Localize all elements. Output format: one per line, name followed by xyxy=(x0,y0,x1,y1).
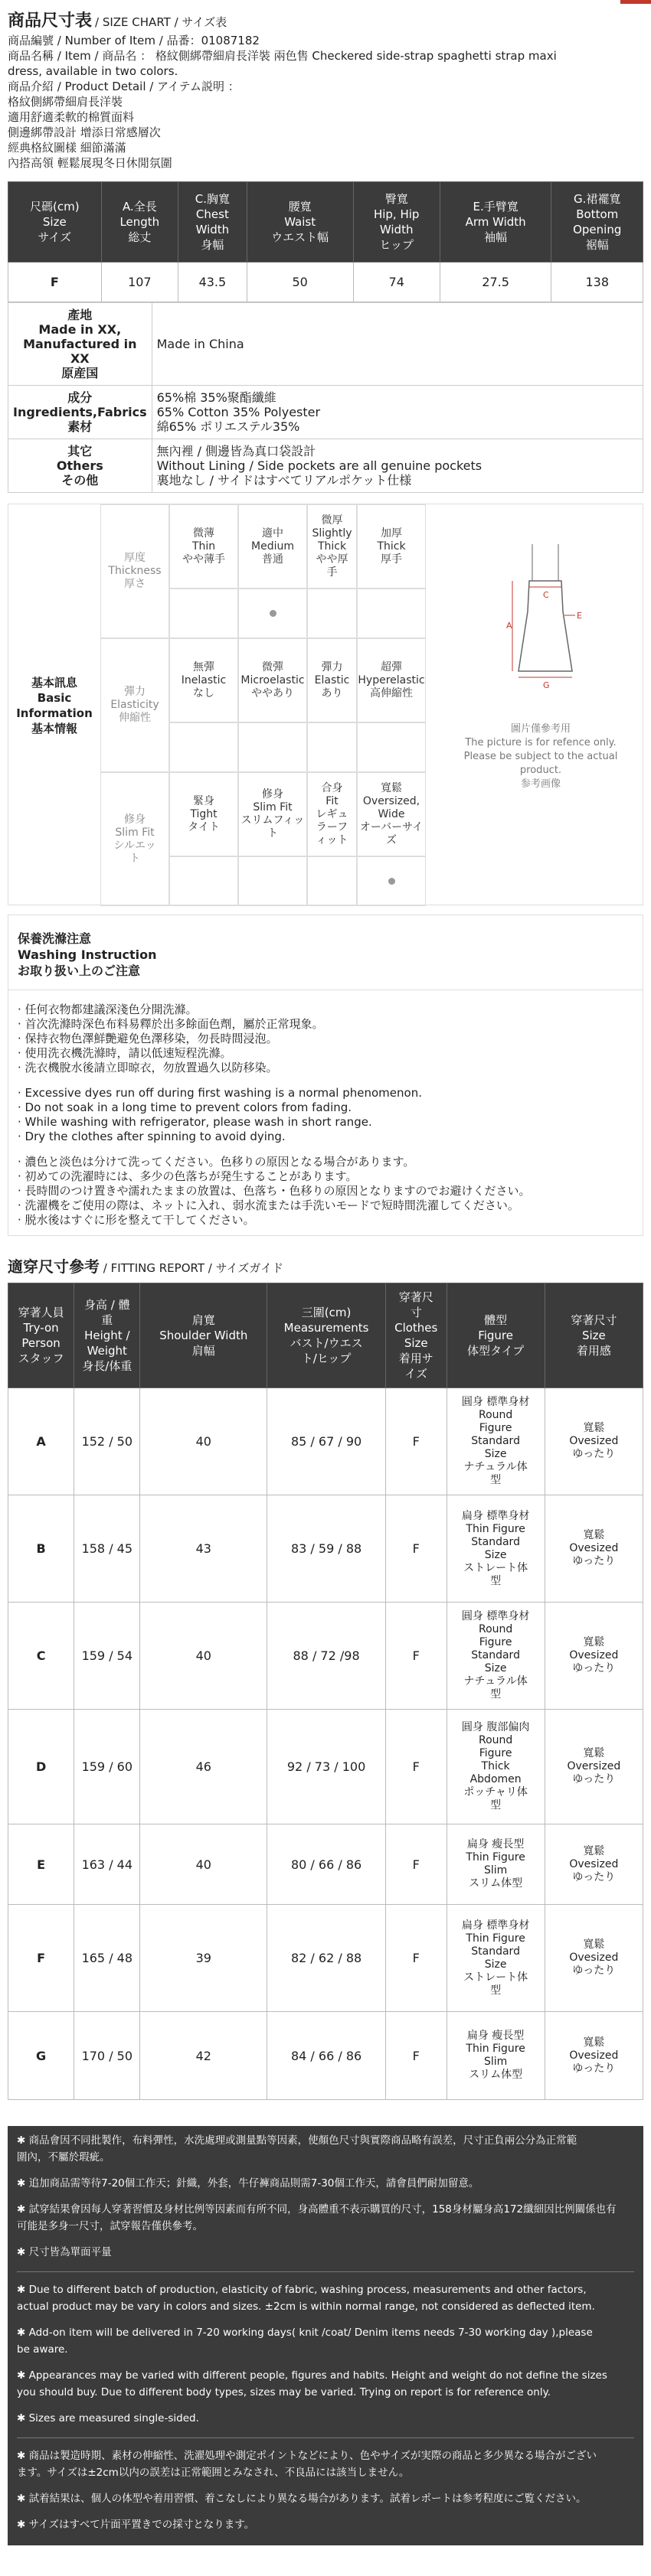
fitting-person: F xyxy=(8,1905,74,2012)
fitting-title-main: 適穿尺寸參考 xyxy=(8,1257,100,1276)
basic-info-block xyxy=(8,504,643,905)
notes-gap xyxy=(17,2507,634,2516)
product-info xyxy=(0,31,651,171)
size-cell: 138 xyxy=(551,262,643,302)
info-line: 適用舒適柔軟的棉質面料 xyxy=(8,110,135,124)
note-line-zh: 可能是多身一尺寸，試穿報告僅供參考。 xyxy=(17,2220,203,2232)
fitting-figure: 扁身 瘦長型 Thin Figure Slim スリム体型 xyxy=(447,1824,545,1905)
fitting-size: F xyxy=(385,1905,447,2012)
basic-info-dot-cell xyxy=(238,856,307,906)
basic-info-option: 微彈 Microelastic ややあり xyxy=(238,638,307,722)
info-line: 經典格紋圖樣 細節滿滿 xyxy=(8,141,126,155)
fitting-header: 肩寬 Shoulder Width 肩幅 xyxy=(140,1283,267,1388)
fitting-shoulder: 39 xyxy=(140,1905,267,2012)
size-header: A.全長 Length 総丈 xyxy=(101,182,178,262)
note-line-zh: ✱ 尺寸皆為單面平量 xyxy=(17,2246,112,2258)
fitting-size: F xyxy=(385,2012,447,2100)
basic-info-label xyxy=(8,504,100,906)
note-line-en: you should buy. Due to different body types, sizes may be varied. Trying on report is for reference only. xyxy=(17,2386,551,2398)
note-line-zh: ✱ 商品會因不同批製作，布料彈性，水洗處理或測量點等因素，使顏色尺寸與實際商品略有誤差，尺寸正負兩公分為正常範 xyxy=(17,2134,577,2147)
fitting-shoulder: 40 xyxy=(140,1603,267,1710)
fitting-figure: 圓身 腹部偏肉 Round Figure Thick Abdomen ポッチャリ体 型 xyxy=(447,1710,545,1824)
notes-gap xyxy=(17,2235,634,2244)
note-line-ja: ます。サイズは±2cm以内の誤差は正常範囲とみなされ、不良品には該当しません。 xyxy=(17,2467,410,2479)
size-table xyxy=(8,181,643,302)
fitting-figure: 扁身 標準身材 Thin Figure Standard Size ストレート体 型 xyxy=(447,1905,545,2012)
notes-gap xyxy=(17,2166,634,2175)
basic-info-option: 微薄 Thin やや薄手 xyxy=(169,504,238,589)
fitting-shoulder: 40 xyxy=(140,1824,267,1905)
basic-info-dot-cell xyxy=(357,589,426,638)
basic-info-dot-cell xyxy=(307,856,357,906)
fitting-fit: 寬鬆 Ovesized ゆったり xyxy=(545,1495,643,1603)
info-line: 商品介紹 / Product Detail / アイテム説明 ： xyxy=(8,80,240,93)
basic-info-option: 彈力 Elastic あり xyxy=(307,638,357,722)
note-line-en: ✱ Due to different batch of production, elasticity of fabric, washing process, measurements and other factors, xyxy=(17,2284,587,2296)
size-header: E.手臂寬 Arm Width 袖幅 xyxy=(440,182,551,262)
fitting-figure: 圓身 標準身材 Round Figure Standard Size ナチュラル体 型 xyxy=(447,1603,545,1710)
basic-info-dot-cell xyxy=(307,722,357,772)
basic-info-row-label: 彈力 Elasticity 伸縮性 xyxy=(100,638,169,772)
page-subtitle: / SIZE CHART / サイズ表 xyxy=(95,15,227,29)
fitting-person: E xyxy=(8,1824,74,1905)
info-line: 側邊綁帶設計 增添日常感層次 xyxy=(8,126,161,139)
figure-letter-g: G xyxy=(543,680,550,690)
basic-info-dot-cell xyxy=(238,589,307,638)
fitting-figure: 扁身 標準身材 Thin Figure Standard Size ストレート体 型 xyxy=(447,1495,545,1603)
fitting-row xyxy=(8,1824,643,1905)
fitting-size: F xyxy=(385,1824,447,1905)
size-cell: 74 xyxy=(353,262,440,302)
fitting-row xyxy=(8,1388,643,1495)
fitting-fit: 寬鬆 Oversized ゆったり xyxy=(545,1710,643,1824)
fitting-height-weight: 152 / 50 xyxy=(74,1388,140,1495)
fitting-figure: 扁身 瘦長型 Thin Figure Slim スリム体型 xyxy=(447,2012,545,2100)
basic-info-option: 適中 Medium 普通 xyxy=(238,504,307,589)
fitting-row xyxy=(8,1603,643,1710)
fitting-person: G xyxy=(8,2012,74,2100)
note-line-en: actual product may be vary in colors and sizes. ±2cm is within normal range, not considered as deflected item. xyxy=(17,2300,595,2313)
washing-line: · 洗衣機脫水後請立即晾衣，勿放置過久以防移染。 xyxy=(18,1061,278,1074)
basic-info-dot-cell xyxy=(357,722,426,772)
washing-line: · 保持衣物色澤鮮艷避免色澤移染，勿長時間浸泡。 xyxy=(18,1032,278,1045)
fitting-person: B xyxy=(8,1495,74,1603)
basic-info-option: 無彈 Inelastic なし xyxy=(169,638,238,722)
fitting-header: 穿著尺 寸 Clothes Size 着用サ イズ xyxy=(385,1283,447,1388)
washing-line: · 首次洗滌時深色布料易釋於出多餘面色劑，屬於正常現象。 xyxy=(18,1017,324,1031)
size-header: 腰寬 Waist ウエスト幅 xyxy=(247,182,353,262)
fitting-size: F xyxy=(385,1710,447,1824)
figure-letter-a: A xyxy=(506,621,512,631)
fitting-measurements: 88 / 72 /98 xyxy=(267,1603,386,1710)
basic-info-row-label: 修身 Slim Fit シルエッ ト xyxy=(100,772,169,906)
selected-dot-icon xyxy=(388,878,395,885)
note-line-ja: ✱ 商品は製造時期、素材の伸縮性、洗濯処理や測定ポイントなどにより、色やサイズが実際の商品と多少異なる場合がござい xyxy=(17,2450,597,2462)
fitting-shoulder: 40 xyxy=(140,1388,267,1495)
fitting-height-weight: 163 / 44 xyxy=(74,1824,140,1905)
figure-letter-c: C xyxy=(543,590,549,600)
size-cell: 27.5 xyxy=(440,262,551,302)
fitting-size: F xyxy=(385,1388,447,1495)
fitting-measurements: 83 / 59 / 88 xyxy=(267,1495,386,1603)
note-line-en: ✱ Sizes are measured single-sided. xyxy=(17,2412,199,2424)
size-header: 尺碼(cm) Size サイズ xyxy=(8,182,102,262)
fitting-row xyxy=(8,1905,643,2012)
fitting-measurements: 85 / 67 / 90 xyxy=(267,1388,386,1495)
figure-letter-e: E xyxy=(577,611,582,621)
fitting-header: 身高 / 體 重 Height / Weight 身長/体重 xyxy=(74,1283,140,1388)
basic-info-dot-cell xyxy=(169,722,238,772)
attribute-label: 成分 Ingredients,Fabrics 素材 xyxy=(8,386,152,439)
size-cell: 43.5 xyxy=(178,262,247,302)
note-line-ja: ✱ サイズはすべて片面平置きでの採寸となります。 xyxy=(17,2519,255,2531)
washing-line: · 洗濯機をご使用の際は、ネットに入れ、弱水流または手洗いモードで短時間洗濯してください。 xyxy=(18,1198,519,1212)
washing-gap xyxy=(18,1144,633,1155)
fitting-shoulder: 42 xyxy=(140,2012,267,2100)
attribute-label: 產地 Made in XX, Manufactured in XX 原産国 xyxy=(8,303,152,386)
notes-gap xyxy=(17,2315,634,2324)
basic-info-row-label: 厚度 Thickness 厚さ xyxy=(100,504,169,638)
fitting-header: 穿著人員 Try-on Person スタッフ xyxy=(8,1283,74,1388)
figure-panel xyxy=(437,504,644,906)
basic-info-dot-cell xyxy=(169,589,238,638)
attribute-label: 其它 Others その他 xyxy=(8,439,152,493)
basic-info-option: 合身 Fit レギュ ラーフ ィット xyxy=(307,772,357,856)
note-line-zh: ✱ 追加商品需等待7-20個工作天；針織，外套，牛仔褲商品則需7-30個工作天，請會員們耐加留意。 xyxy=(17,2177,479,2190)
corner-tag xyxy=(620,0,651,4)
selected-dot-icon xyxy=(270,610,276,617)
fitting-measurements: 82 / 62 / 88 xyxy=(267,1905,386,2012)
fitting-title xyxy=(0,1236,651,1283)
washing-line: · 長時間のつけ置きや濡れたままの放置は、色落ち・色移りの原因となりますのでお避けください。 xyxy=(18,1184,531,1198)
fitting-measurements: 80 / 66 / 86 xyxy=(267,1824,386,1905)
fitting-height-weight: 170 / 50 xyxy=(74,2012,140,2100)
attribute-value: 無內裡 / 側邊皆為真口袋設計 Without Lining / Side pockets are all genuine pockets 裏地なし / サイドはすべてリアルポケット仕様 xyxy=(152,439,643,493)
note-line-ja: ✱ 試着結果は、個人の体型や着用習慣、着こなしにより異なる場合があります。試着レポートは参考程度にご覧ください。 xyxy=(17,2493,587,2505)
notes-gap xyxy=(17,2192,634,2201)
notes-gap xyxy=(17,2358,634,2367)
fitting-row xyxy=(8,1710,643,1824)
notes-divider xyxy=(17,2437,634,2438)
washing-title-text: 保養洗滌注意 Washing Instruction お取り扱い上のご注意 xyxy=(18,931,157,978)
figure-note-text: 圖片僅參考用 The picture is for refence only. Please be subject to the actual product. 参考画像 xyxy=(463,723,618,790)
basic-info-option: 寬鬆 Oversized, Wide オーバーサイ ズ xyxy=(357,772,426,856)
fitting-header: 穿著尺寸 Size 着用感 xyxy=(545,1283,643,1388)
note-line-en: be aware. xyxy=(17,2343,68,2356)
attribute-value: Made in China xyxy=(152,303,643,386)
fitting-person: D xyxy=(8,1710,74,1824)
fitting-row xyxy=(8,2012,643,2100)
notes-gap xyxy=(17,2481,634,2490)
fitting-height-weight: 159 / 54 xyxy=(74,1603,140,1710)
attribute-value: 65%棉 35%聚酯纖維 65% Cotton 35% Polyester 綿65% ポリエステル35% xyxy=(152,386,643,439)
notes-divider xyxy=(17,2271,634,2272)
info-line: 商品名稱 / Item / 商品名 ： 格紋側綁帶細肩長洋裝 兩色售 Checkered side-strap spaghetti strap maxi xyxy=(8,49,557,63)
note-line-zh: 圍內，不屬於瑕疵。 xyxy=(17,2151,110,2164)
basic-info-dot-cell xyxy=(169,856,238,906)
washing-line: · Excessive dyes run off during first washing is a normal phenomenon. xyxy=(18,1086,422,1100)
basic-info-dot-cell xyxy=(238,722,307,772)
fitting-size: F xyxy=(385,1603,447,1710)
fitting-table xyxy=(8,1283,643,2100)
fitting-fit: 寬鬆 Ovesized ゆったり xyxy=(545,2012,643,2100)
fitting-height-weight: 165 / 48 xyxy=(74,1905,140,2012)
fitting-measurements: 92 / 73 / 100 xyxy=(267,1710,386,1824)
attribute-row xyxy=(8,386,643,439)
fitting-person: C xyxy=(8,1603,74,1710)
fitting-fit: 寬鬆 Ovesized ゆったり xyxy=(545,1824,643,1905)
attribute-row xyxy=(8,303,643,386)
info-line: 商品編號 / Number of Item / 品番：01087182 xyxy=(8,34,260,47)
basic-info-option: 修身 Slim Fit スリムフィット xyxy=(238,772,307,856)
dress-diagram-icon xyxy=(437,504,644,703)
info-line: 格紋側綁帶細肩長洋裝 xyxy=(8,95,123,109)
fitting-person: A xyxy=(8,1388,74,1495)
notes-section xyxy=(8,2126,643,2545)
figure-note xyxy=(445,722,636,791)
basic-info-option: 緊身 Tight タイト xyxy=(169,772,238,856)
fitting-title-sub: / FITTING REPORT / サイズガイド xyxy=(103,1261,283,1275)
info-line: 內搭高領 輕鬆展現冬日休閒氛圍 xyxy=(8,156,172,170)
note-line-zh: ✱ 試穿結果會因每人穿著習慣及身材比例等因素而有所不同，身高體重不表示購買的尺寸，158身材屬身高172纖細因比例關係也有 xyxy=(17,2203,617,2216)
fitting-header: 三圍(cm) Measurements バスト/ウエス ト/ヒップ xyxy=(267,1283,386,1388)
fitting-fit: 寬鬆 Ovesized ゆったり xyxy=(545,1603,643,1710)
fitting-fit: 寬鬆 Ovesized ゆったり xyxy=(545,1388,643,1495)
size-chart-header xyxy=(0,0,651,31)
fitting-height-weight: 158 / 45 xyxy=(74,1495,140,1603)
washing-gap xyxy=(18,1075,633,1086)
note-line-en: ✱ Appearances may be varied with different people, figures and habits. Height and weight do not define the sizes xyxy=(17,2369,607,2382)
washing-line: · Do not soak in a long time to prevent colors from fading. xyxy=(18,1101,352,1114)
notes-gap xyxy=(17,2401,634,2410)
basic-info-dot-cell xyxy=(307,589,357,638)
washing-line: · 脱水後はすぐに形を整えて干してください。 xyxy=(18,1213,255,1227)
washing-line: · 濃色と淡色は分けて洗ってください。色移りの原因となる場合があります。 xyxy=(18,1155,415,1169)
basic-info-title: 基本訊息 Basic Information 基本情報 xyxy=(16,675,93,735)
basic-info-option: 超彈 Hyperelastic 高伸縮性 xyxy=(357,638,426,722)
attribute-row xyxy=(8,439,643,493)
basic-info-dot-cell xyxy=(357,856,426,906)
fitting-header: 體型 Figure 体型タイプ xyxy=(447,1283,545,1388)
size-header: 臀寬 Hip, Hip Width ヒップ xyxy=(353,182,440,262)
fitting-row xyxy=(8,1495,643,1603)
washing-line: · While washing with refrigerator, please wash in short range. xyxy=(18,1115,372,1129)
size-header: C.胸寬 Chest Width 身幅 xyxy=(178,182,247,262)
info-line: dress, available in two colors. xyxy=(8,64,178,78)
size-header: G.裙襬寬 Bottom Opening 裾幅 xyxy=(551,182,643,262)
fitting-shoulder: 43 xyxy=(140,1495,267,1603)
washing-line: · 使用洗衣機洗滌時，請以低速短程洗滌。 xyxy=(18,1046,232,1060)
washing-line: · 初めての洗濯時には、多少の色落ちが発生することがあります。 xyxy=(18,1169,358,1183)
basic-info-option: 微厚 Slightly Thick やや厚 手 xyxy=(307,504,357,589)
washing-section xyxy=(8,915,643,1236)
note-line-en: ✱ Add-on item will be delivered in 7-20 working days( knit /coat/ Denim items needs 7-30 working day ),please xyxy=(17,2327,593,2339)
washing-line: · 任何衣物都建議深淺色分開洗滌。 xyxy=(18,1003,198,1016)
washing-line: · Dry the clothes after spinning to avoid dying. xyxy=(18,1130,286,1143)
fitting-shoulder: 46 xyxy=(140,1710,267,1824)
basic-info-option: 加厚 Thick 厚手 xyxy=(357,504,426,589)
fitting-figure: 圓身 標準身材 Round Figure Standard Size ナチュラル体 型 xyxy=(447,1388,545,1495)
size-cell: 50 xyxy=(247,262,353,302)
page-title: 商品尺寸表 xyxy=(8,11,93,31)
washing-title xyxy=(8,915,643,990)
fitting-fit: 寬鬆 Ovesized ゆったり xyxy=(545,1905,643,2012)
washing-body xyxy=(8,990,643,1235)
fitting-measurements: 84 / 66 / 86 xyxy=(267,2012,386,2100)
fitting-height-weight: 159 / 60 xyxy=(74,1710,140,1824)
size-cell: F xyxy=(8,262,102,302)
size-cell: 107 xyxy=(101,262,178,302)
fitting-size: F xyxy=(385,1495,447,1603)
attribute-table xyxy=(8,302,643,493)
